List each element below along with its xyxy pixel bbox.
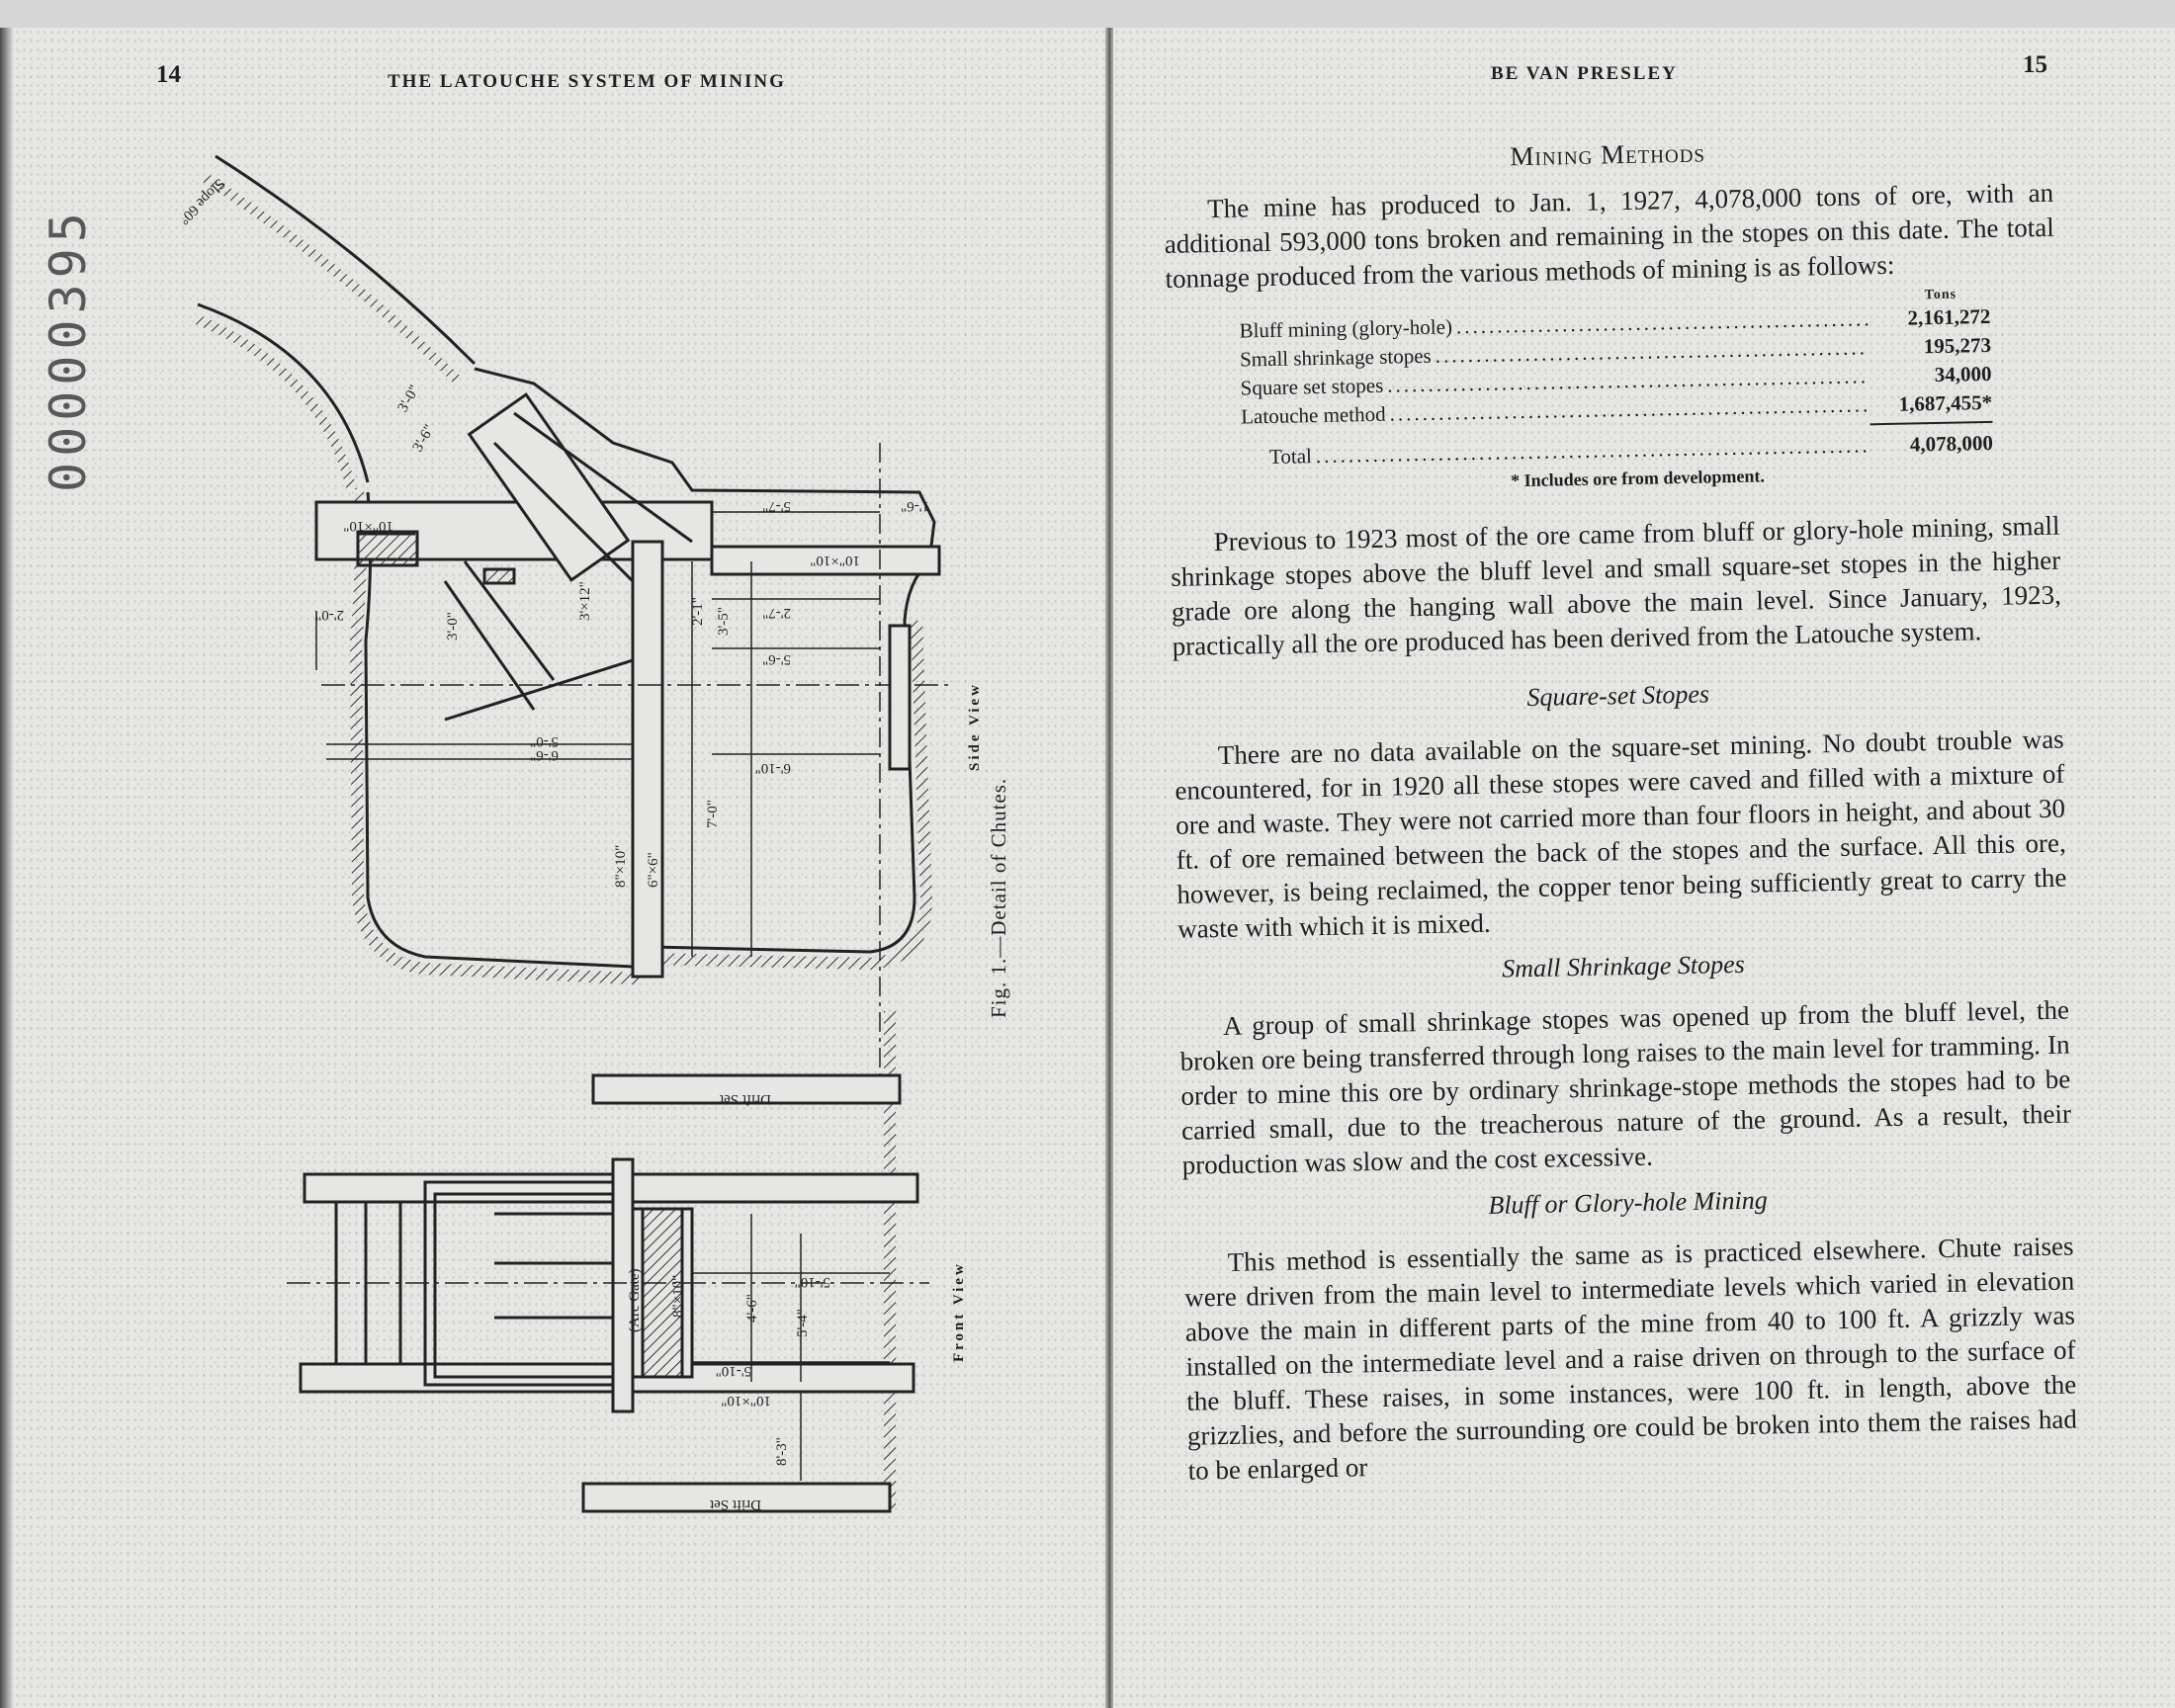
- shrinkage-paragraph: A group of small shrinkage stopes was opened up from the bluff level, the broken ore being transferred through long raises to the main level for tramming. In order to mine this ore by ordinary shrinkage-stope methods the stopes had to be carried small, due to the treacherous nature of the ground. As a result, their production was slow and the cost excessive.: [1179, 994, 2072, 1180]
- svg-text:Drift Set: Drift Set: [719, 1091, 771, 1107]
- table-rule: [1870, 421, 1992, 425]
- svg-text:10"×10": 10"×10": [810, 553, 860, 568]
- svg-text:5'-0": 5'-0": [530, 733, 559, 749]
- svg-text:1'-6": 1'-6": [901, 498, 929, 514]
- svg-text:8"×10": 8"×10": [670, 1274, 686, 1318]
- svg-text:2'-0": 2'-0": [315, 607, 344, 623]
- right-page-number: 15: [2023, 51, 2047, 78]
- front-view-drawing: [287, 1011, 929, 1511]
- svg-text:5'-10": 5'-10": [715, 1363, 751, 1379]
- intro-paragraph: The mine has produced to Jan. 1, 1927, 4,078,000 tons of ore, with an additional 593,000 tons broken and remaining in the stopes on this date. The total tonnage produced from the various methods of mining is as follows:: [1164, 177, 2054, 294]
- svg-text:5'-6": 5'-6": [762, 651, 791, 667]
- svg-text:8'-3": 8'-3": [774, 1437, 790, 1466]
- svg-text:4'-6": 4'-6": [744, 1294, 760, 1323]
- book-spread: [0, 28, 2175, 1708]
- tonnage-table: [1239, 287, 1994, 497]
- square-set-title: Square-set Stopes: [1526, 679, 1710, 713]
- previous-paragraph: Previous to 1923 most of the ore came from bluff or glory-hole mining, small shrinkage stopes above the bluff level and small square-set stopes in the higher grade ore along the hanging wall above the main level. Since January, 1923, practically all the ore produced has been derived from the Latouche system.: [1171, 510, 2062, 661]
- square-set-paragraph: There are no data available on the square-set mining. No doubt trouble was encountered, for in 1920 all these stopes were caved and filled with a mixture of ore and waste. They were not carried more than four floors in height, and about 30 ft. of ore remained between the back of the stopes and the surface. All this ore, however, is being reclaimed, the copper tenor being sufficiently great to carry the waste with which it is mixed.: [1174, 724, 2067, 944]
- front-view-label: Front View: [951, 1261, 967, 1362]
- svg-text:5'-7": 5'-7": [762, 498, 791, 514]
- table-row: Bluff mining (glory-hole) ..... 2,161,272: [1239, 302, 1990, 346]
- right-page-text: [1163, 131, 2078, 1489]
- svg-text:6'-6": 6'-6": [530, 747, 559, 763]
- table-row: Latouche method ..... 1,687,455*: [1241, 388, 1992, 432]
- svg-text:3'-6": 3'-6": [409, 422, 438, 455]
- svg-text:5'-10": 5'-10": [794, 1274, 830, 1290]
- svg-text:3'-0": 3'-0": [394, 383, 423, 415]
- side-view-drawing: [194, 156, 949, 1095]
- shrinkage-title: Small Shrinkage Stopes: [1501, 949, 1745, 983]
- svg-text:6"×6": 6"×6": [646, 852, 661, 888]
- svg-text:7'-0": 7'-0": [705, 800, 721, 828]
- chute-detail-figure: [0, 28, 1109, 1708]
- svg-text:8"×10": 8"×10": [613, 844, 629, 888]
- document-stamp-number: 00000395: [40, 207, 97, 492]
- svg-text:(Arc Gate): (Arc Gate): [627, 1268, 643, 1332]
- left-running-head: THE LATOUCHE SYSTEM OF MINING: [388, 71, 786, 92]
- left-page: [0, 28, 1109, 1708]
- section-title: Mining Methods: [1510, 137, 1706, 172]
- svg-text:5'-4": 5'-4": [795, 1309, 811, 1337]
- table-row: Square set stopes ..... 34,000: [1240, 360, 1991, 403]
- side-view-label: Side View: [967, 682, 983, 771]
- svg-text:6'-10": 6'-10": [754, 760, 791, 776]
- table-row: Small shrinkage stopes ..... 195,273: [1240, 331, 1991, 375]
- svg-text:3'-0": 3'-0": [445, 612, 461, 640]
- table-header: Tons: [1924, 287, 1958, 303]
- table-total-row: Total ..... 4,078,000: [1242, 429, 1993, 472]
- svg-text:10"×10": 10"×10": [721, 1393, 771, 1409]
- bluff-title: Bluff or Glory-hole Mining: [1488, 1185, 1768, 1220]
- svg-text:Slope 60°: Slope 60°: [175, 175, 228, 228]
- svg-text:10"×10": 10"×10": [343, 518, 393, 534]
- right-running-head: BE VAN PRESLEY: [1491, 63, 1678, 84]
- left-page-number: 14: [156, 61, 181, 88]
- table-footnote: * Includes ore from development.: [1510, 466, 1766, 491]
- svg-text:2'-7": 2'-7": [762, 605, 791, 621]
- bluff-paragraph: This method is essentially the same as is practiced elsewhere. Chute raises were driven from the main level to intermediate levels which varied in elevation above the main in different parts of the mine from 40 to 100 ft. A grizzly was installed on the intermediate level and a raise driven on through to the surface of the bluff. These raises, in some instances, were 100 ft. in length, above the grizzlies, and before the surrounding ore could be broken into them the raises had to be enlarged or: [1184, 1231, 2078, 1486]
- svg-text:2'-1": 2'-1": [690, 597, 706, 626]
- svg-text:3'×12": 3'×12": [577, 581, 593, 621]
- svg-text:3'-5": 3'-5": [716, 607, 732, 636]
- figure-caption: Fig. 1.—Detail of Chutes.: [987, 777, 1010, 1018]
- svg-text:Drift Set: Drift Set: [709, 1496, 761, 1512]
